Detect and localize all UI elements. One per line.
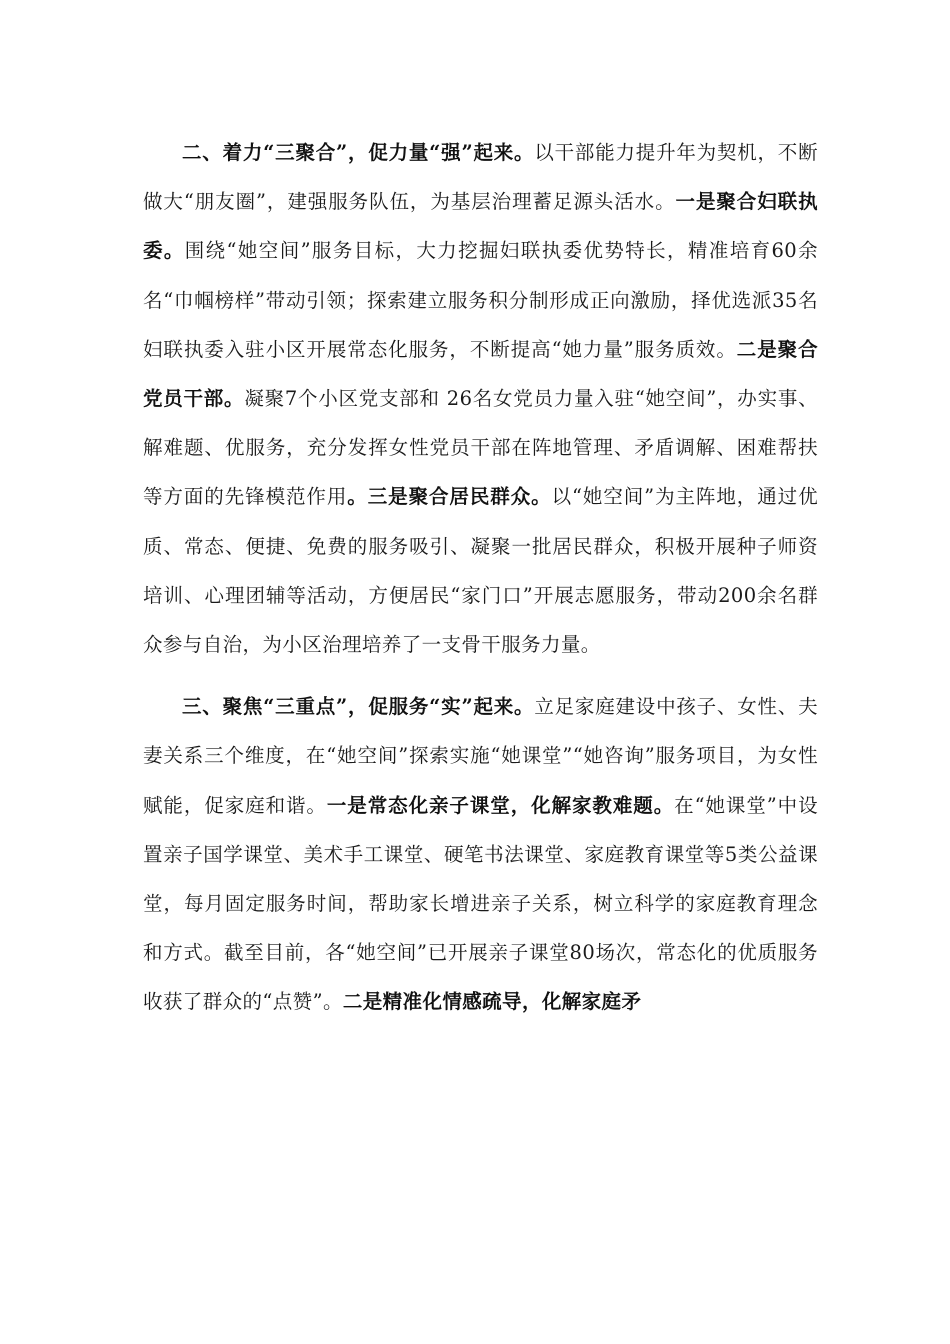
- body-text: 以干部能力提升年为契机，不断做大“朋友圈”，建强服务队伍，为基层治理蓄足源头活水。: [143, 141, 818, 214]
- subheading-residents: 。三是聚合居民群众。: [347, 485, 552, 509]
- body-text: 在“她课堂”中设置亲子国学课堂、美术手工课堂、硬笔书法课堂、家庭教育课堂等5类公益课堂，每月固定服务时间，帮助家长增进亲子关系，树立科学的家庭教育理念和方式。截至目前，各“她空间”已开展亲子课堂80场次，常态化的优质服务收获了群众的“点赞”。: [143, 793, 818, 1014]
- document-body: [143, 128, 818, 1027]
- subheading-party-members: 二是聚合党员干部。: [143, 337, 818, 411]
- paragraph-section-three: [143, 682, 818, 1026]
- heading-section-two: 二、着力“三聚合”，促力量“强”起来。: [182, 141, 535, 164]
- subheading-emotional-counseling: 二是精准化情感疏导，化解家庭矛: [342, 990, 642, 1014]
- body-text: 凝聚7个小区党支部和 26名女党员力量入驻“她空间”，办实事、解难题、优服务，充分发挥女性党员干部在阵地管理、矛盾调解、困难帮扶等方面的先锋模范作用: [143, 387, 818, 509]
- subheading-parent-child-class: 一是常态化亲子课堂，化解家教难题。: [326, 793, 675, 817]
- body-text: 立足家庭建设中孩子、女性、夫妻关系三个维度，在“她空间”探索实施“她课堂”“她咨询”服务项目，为女性赋能，促家庭和谐。: [143, 695, 818, 817]
- heading-section-three: 三、聚焦“三重点”，促服务“实”起来。: [182, 695, 535, 719]
- body-text: 以“她空间”为主阵地，通过优质、常态、便捷、免费的服务吸引、凝聚一批居民群众，积极开展种子师资培训、心理团辅等活动，方便居民“家门口”开展志愿服务，带动200余名群众参与自治，为小区治理培养了一支骨干服务力量。: [143, 485, 818, 657]
- paragraph-section-two: [143, 128, 818, 669]
- body-text: 围绕“她空间”服务目标，大力挖掘妇联执委优势特长，精准培育60余名“巾帼榜样”带动引领；探索建立服务积分制形成正向激励，择优选派35名妇联执委入驻小区开展常态化服务，不断提高“她力量”服务质效。: [143, 239, 818, 361]
- subheading-women-federation: 一是聚合妇联执委。: [143, 190, 818, 263]
